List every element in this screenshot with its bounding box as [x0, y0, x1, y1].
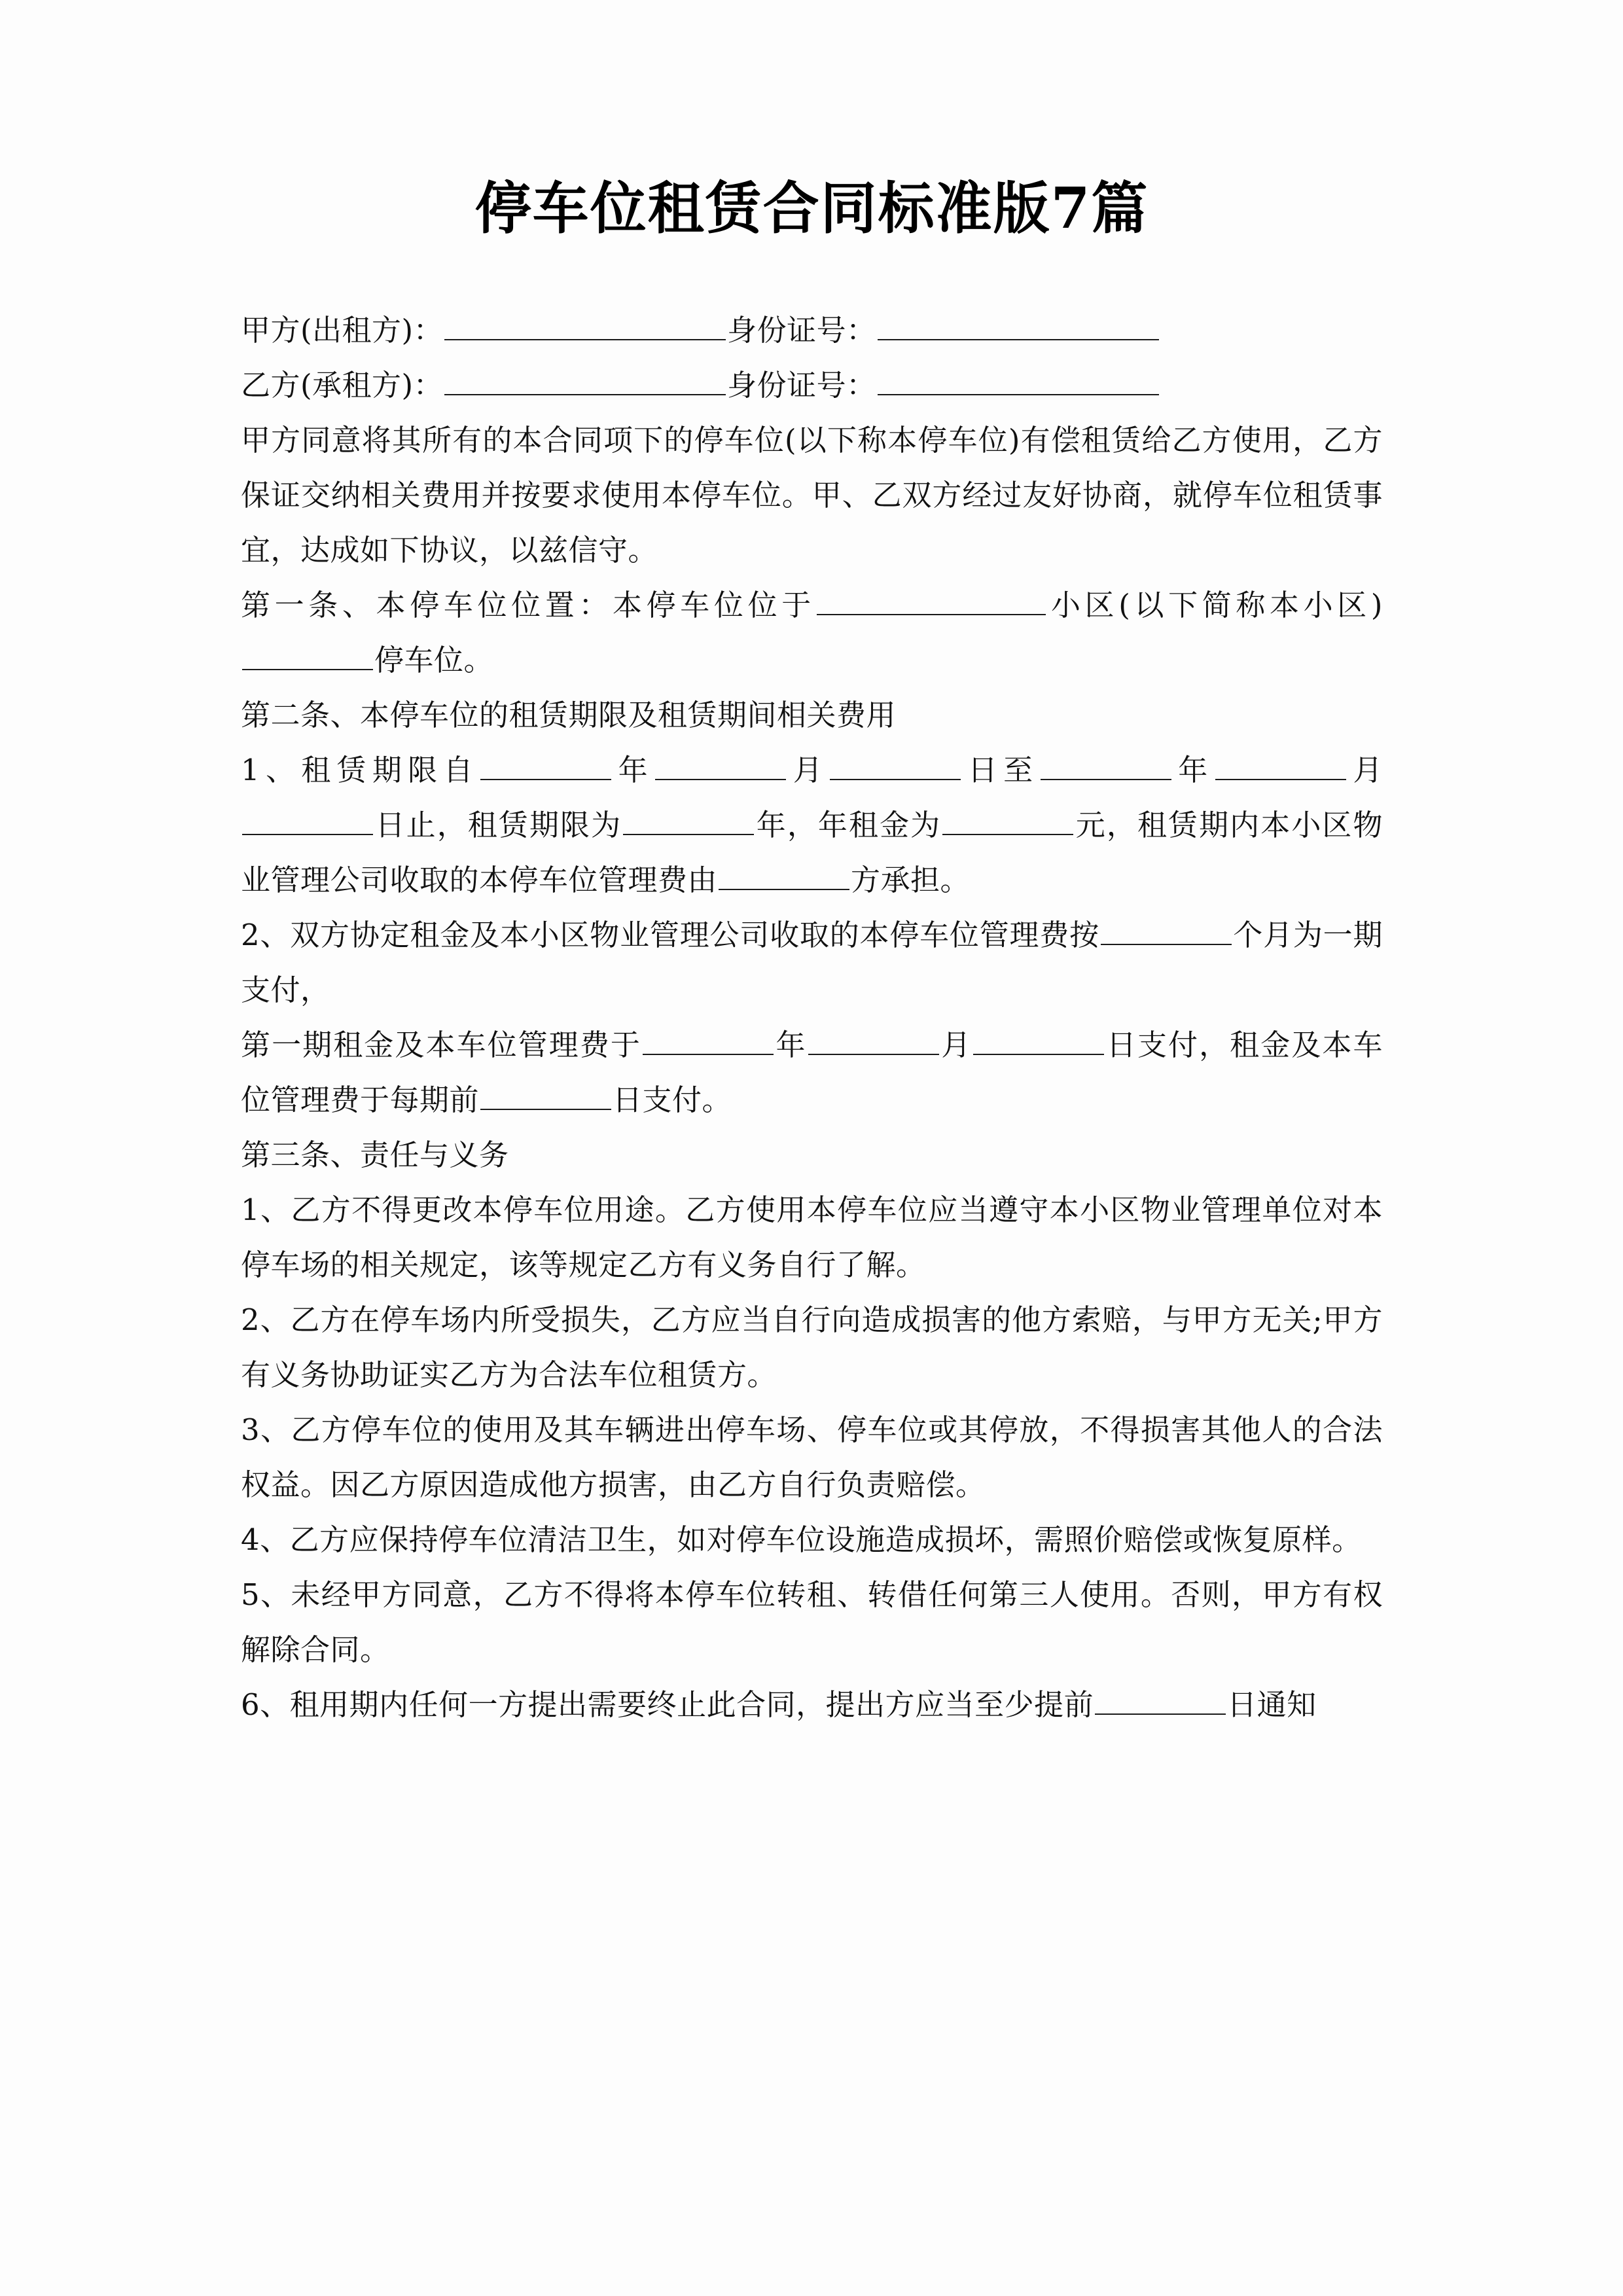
clause-text: 月: [1347, 752, 1383, 787]
clause-text: 月: [787, 752, 829, 787]
clause-text: 第一条、本停车位位置：本停车位位于: [241, 587, 815, 622]
clause-text: 第三条、责任与义务: [241, 1137, 509, 1172]
fill-in-blank[interactable]: [480, 1079, 611, 1110]
clause-text: 6、租用期内任何一方提出需要终止此合同，提出方应当至少提前: [241, 1687, 1094, 1722]
fill-in-blank[interactable]: [1041, 749, 1171, 780]
clause-paragraph: [241, 578, 1383, 688]
clause-text: 方承担。: [851, 862, 971, 897]
fill-in-blank[interactable]: [1215, 749, 1346, 780]
clause-text: 第二条、本停车位的租赁期限及租赁期间相关费用: [241, 697, 897, 732]
fill-in-blank[interactable]: [1095, 1684, 1226, 1715]
clause-paragraph: [241, 908, 1383, 1018]
clause-paragraph: [241, 1403, 1383, 1513]
clause-text: 日止，租赁期限为: [374, 807, 622, 842]
clause-text: 日至: [962, 752, 1039, 787]
clause-paragraph: [241, 1568, 1383, 1677]
clause-text: 1、租赁期限自: [241, 752, 479, 787]
clause-text: 日通知: [1227, 1687, 1317, 1722]
fill-in-blank[interactable]: [719, 859, 849, 890]
preamble-paragraph: 甲方同意将其所有的本合同项下的停车位(以下称本停车位)有偿租赁给乙方使用，乙方保证交纳相关费用并按要求使用本停车位。甲、乙双方经过友好协商，就停车位租赁事宜，达成如下协议，以兹信守。: [241, 422, 1383, 567]
clause-text: 月: [940, 1027, 972, 1062]
fill-in-blank[interactable]: [655, 749, 786, 780]
clause-paragraph: [241, 743, 1383, 908]
clause-text: 日支付，租金及本车位管理费于每期前: [241, 1027, 1383, 1117]
clause-text: 停车位。: [374, 642, 494, 677]
fill-in-blank[interactable]: [973, 1024, 1104, 1055]
clause-paragraph: [241, 1183, 1383, 1293]
clause-paragraph: [241, 1293, 1383, 1403]
party-b-id-input[interactable]: [878, 365, 1159, 395]
clause-text: 元，租赁期内本小区物业管理公司收取的本停车位管理费由: [241, 807, 1383, 897]
clause-paragraph: [241, 1018, 1383, 1128]
fill-in-blank[interactable]: [242, 804, 373, 835]
clause-text: 4、乙方应保持停车位清洁卫生，如对停车位设施造成损坏，需照价赔偿或恢复原样。: [241, 1522, 1362, 1557]
clause-text: 小区(以下简称本小区): [1046, 587, 1383, 622]
party-a-id-input[interactable]: [878, 310, 1159, 340]
fill-in-blank[interactable]: [830, 749, 961, 780]
clause-text: 年: [774, 1027, 807, 1062]
fill-in-blank[interactable]: [623, 804, 754, 835]
clause-paragraph: [241, 1128, 1383, 1183]
clause-list: [241, 578, 1383, 1732]
clause-text: 个月为一期支付，: [241, 917, 1383, 1007]
page-title: 停车位租赁合同标准版7篇: [474, 175, 1149, 242]
contract-body: [241, 303, 1383, 1732]
page-content-area: [241, 0, 1383, 1732]
clause-text: 年: [612, 752, 654, 787]
fill-in-blank[interactable]: [817, 584, 1046, 615]
party-a-label: 甲方(出租方)：: [241, 312, 444, 348]
fill-in-blank[interactable]: [242, 639, 373, 670]
clause-paragraph: [241, 1677, 1383, 1732]
clause-text: 第一期租金及本车位管理费于: [241, 1027, 641, 1062]
party-a-input[interactable]: [444, 310, 726, 340]
clause-text: 1、乙方不得更改本停车位用途。乙方使用本停车位应当遵守本小区物业管理单位对本停车场的相关规定，该等规定乙方有义务自行了解。: [241, 1192, 1383, 1282]
party-a-line: [241, 303, 1383, 358]
fill-in-blank[interactable]: [808, 1024, 939, 1055]
party-b-line: [241, 358, 1383, 413]
party-a-id-label: 身份证号：: [727, 312, 876, 348]
fill-in-blank[interactable]: [942, 804, 1073, 835]
clause-text: 2、双方协定租金及本小区物业管理公司收取的本停车位管理费按: [241, 917, 1099, 952]
clause-text: 年，年租金为: [755, 807, 942, 842]
clause-text: 年: [1172, 752, 1214, 787]
fill-in-blank[interactable]: [480, 749, 611, 780]
clause-text: 日支付。: [613, 1082, 732, 1117]
party-b-label: 乙方(承租方)：: [241, 367, 444, 403]
fill-in-blank[interactable]: [643, 1024, 774, 1055]
fill-in-blank[interactable]: [1101, 914, 1232, 945]
clause-text: 3、乙方停车位的使用及其车辆进出停车场、停车位或其停放，不得损害其他人的合法权益。因乙方原因造成他方损害，由乙方自行负责赔偿。: [241, 1412, 1383, 1502]
party-b-input[interactable]: [444, 365, 726, 395]
clause-text: 2、乙方在停车场内所受损失，乙方应当自行向造成损害的他方索赔，与甲方无关;甲方有义务协助证实乙方为合法车位租赁方。: [241, 1302, 1383, 1392]
party-b-id-label: 身份证号：: [727, 367, 876, 403]
clause-text: 5、未经甲方同意，乙方不得将本停车位转租、转借任何第三人使用。否则，甲方有权解除合同。: [241, 1577, 1383, 1667]
clause-paragraph: [241, 1513, 1383, 1568]
clause-paragraph: [241, 688, 1383, 743]
